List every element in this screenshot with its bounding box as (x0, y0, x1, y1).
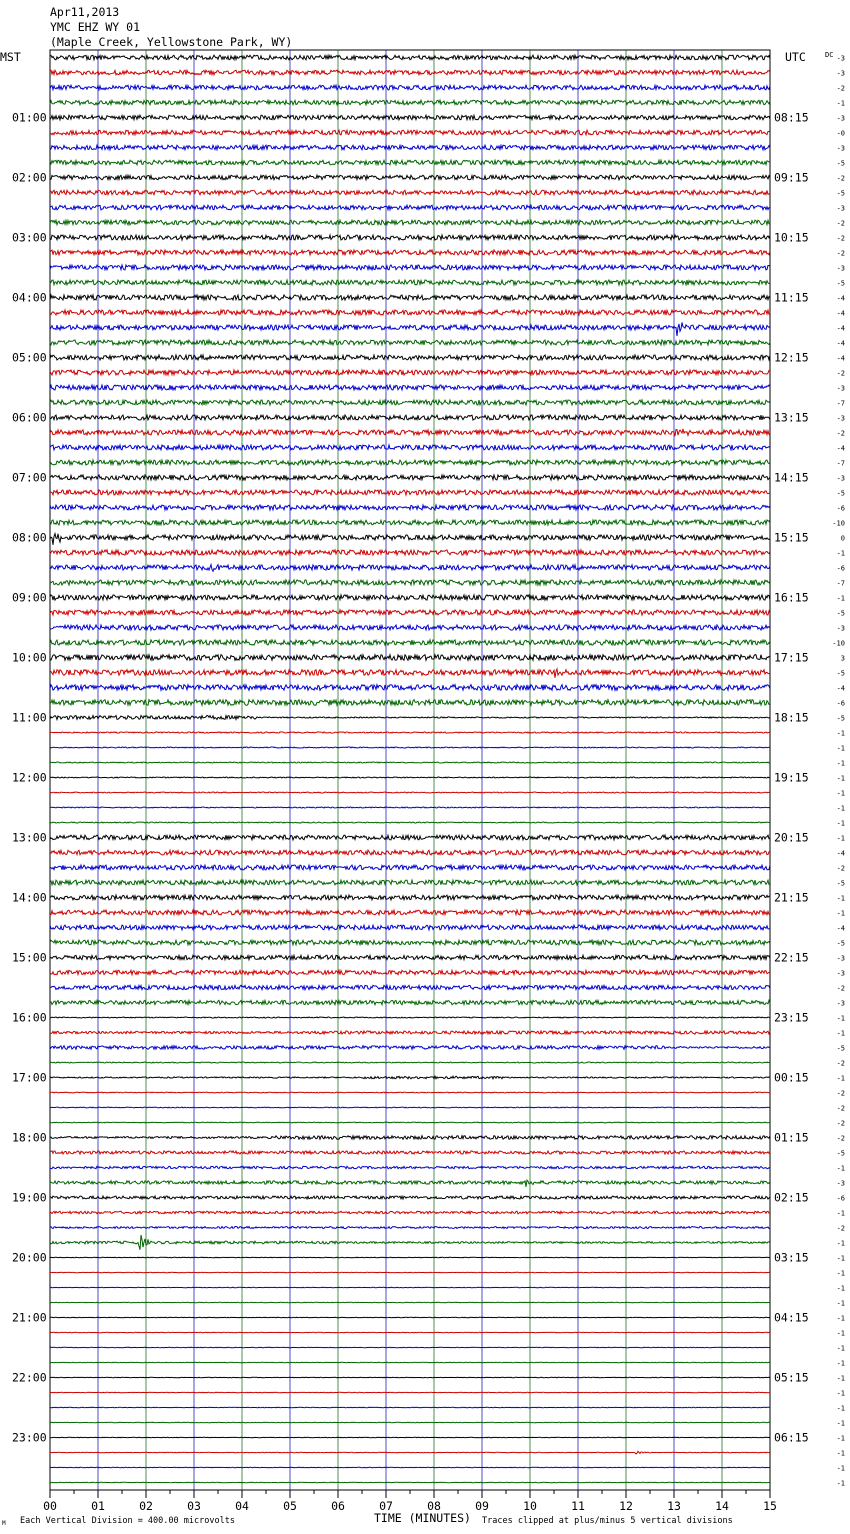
dc-offset-label: -5 (836, 489, 845, 498)
dc-offset-label: -3 (836, 114, 845, 123)
dc-offset-label: -2 (836, 1224, 845, 1233)
trace-row (50, 1166, 770, 1168)
trace-row (50, 640, 770, 645)
right-hour-label: 01:15 (774, 1130, 809, 1145)
trace-row (50, 580, 770, 585)
trace-row (50, 1347, 770, 1348)
left-hour-label: 11:00 (12, 710, 47, 725)
trace-row (50, 1451, 770, 1454)
x-tick-label: 13 (667, 1499, 681, 1513)
trace-row (50, 1046, 770, 1050)
left-hour-label: 04:00 (12, 290, 47, 305)
dc-offset-label: -1 (836, 1479, 845, 1488)
trace-row (50, 1180, 770, 1187)
trace-row (50, 1317, 770, 1318)
dc-offset-label: -3 (836, 414, 845, 423)
dc-offset-label: -1 (836, 759, 845, 768)
right-hour-label: 10:15 (774, 230, 809, 245)
dc-offset-label: -5 (836, 159, 845, 168)
dc-offset-label: -1 (836, 1419, 845, 1428)
trace-row (50, 1362, 770, 1363)
trace-row (50, 762, 770, 763)
trace-row (50, 1076, 770, 1079)
trace-row (50, 955, 770, 959)
right-hour-label: 02:15 (774, 1190, 809, 1205)
right-hour-label: 08:15 (774, 110, 809, 125)
left-hour-label: 09:00 (12, 590, 47, 605)
dc-offset-label: -3 (836, 1179, 845, 1188)
trace-row (50, 1332, 770, 1333)
trace-row (50, 175, 770, 180)
dc-offset-label: -1 (836, 744, 845, 753)
dc-offset-label: -5 (836, 1149, 845, 1158)
x-tick-label: 04 (235, 1499, 249, 1513)
dc-offset-label: -5 (836, 879, 845, 888)
dc-offset-label: -3 (836, 54, 845, 63)
right-hour-label: 05:15 (774, 1370, 809, 1385)
x-tick-label: 12 (619, 1499, 633, 1513)
dc-offset-label: -2 (836, 369, 845, 378)
left-hour-label: 14:00 (12, 890, 47, 905)
right-hour-label: 23:15 (774, 1010, 809, 1025)
trace-row (50, 1287, 770, 1288)
trace-row (50, 445, 770, 450)
trace-row (50, 429, 770, 436)
dc-offset-label: -2 (836, 219, 845, 228)
left-timezone-label: MST (0, 50, 21, 64)
left-hour-label: 19:00 (12, 1190, 47, 1205)
dc-offset-label: -2 (836, 864, 845, 873)
dc-offset-label: -4 (836, 339, 845, 348)
dc-offset-label: -1 (836, 909, 845, 918)
trace-row (50, 1407, 770, 1408)
left-hour-label: 06:00 (12, 410, 47, 425)
right-timezone-label: UTC (785, 50, 806, 64)
dc-offset-label: -1 (836, 1434, 845, 1443)
dc-offset-label: 0 (840, 534, 845, 543)
trace-row (50, 732, 770, 733)
trace-row (50, 322, 770, 336)
trace-row (50, 747, 770, 748)
right-hour-label: 17:15 (774, 650, 809, 665)
dc-offset-label: -5 (836, 279, 845, 288)
right-hour-label: 13:15 (774, 410, 809, 425)
trace-row (50, 669, 770, 678)
trace-row (50, 1235, 770, 1250)
dc-offset-label: -1 (836, 1074, 845, 1083)
dc-offset-label: -5 (836, 1044, 845, 1053)
header-date: Apr11,2013 (50, 5, 120, 19)
dc-offset-label: -3 (836, 69, 845, 78)
trace-row (50, 1257, 770, 1258)
dc-offset-label: -2 (836, 1134, 845, 1143)
dc-offset-label: -5 (836, 669, 845, 678)
trace-row (50, 400, 770, 405)
dc-offset-label: -1 (836, 834, 845, 843)
trace-row (50, 822, 770, 823)
trace-row (50, 340, 770, 345)
dc-offset-label: -1 (836, 774, 845, 783)
dc-offset-label: -2 (836, 429, 845, 438)
trace-row (50, 250, 770, 255)
dc-offset-label: -1 (836, 804, 845, 813)
trace-row (50, 1467, 770, 1468)
dc-offset-label: -1 (836, 729, 845, 738)
left-hour-label: 01:00 (12, 110, 47, 125)
trace-row (50, 1151, 770, 1154)
dc-offset-label: -5 (836, 609, 845, 618)
dc-offset-label: -7 (836, 399, 845, 408)
dc-offset-label: -4 (836, 849, 845, 858)
right-hour-label: 09:15 (774, 170, 809, 185)
dc-offset-label: -1 (836, 594, 845, 603)
trace-row (50, 625, 770, 630)
trace-row (50, 534, 770, 545)
trace-row (50, 190, 770, 195)
dc-offset-label: -1 (836, 1464, 845, 1473)
right-hour-label: 06:15 (774, 1430, 809, 1445)
dc-offset-label: -10 (832, 519, 845, 528)
dc-offset-label: -5 (836, 714, 845, 723)
dc-offset-label: -1 (836, 1254, 845, 1263)
dc-offset-label: -2 (836, 1059, 845, 1068)
dc-offset-label: -5 (836, 189, 845, 198)
trace-row (50, 1107, 770, 1108)
trace-row (50, 835, 770, 840)
right-hour-labels (774, 111, 809, 1445)
dc-offset-label: -2 (836, 249, 845, 258)
footer-clip-note: Traces clipped at plus/minus 5 vertical divisions (482, 1516, 733, 1526)
dc-offset-label: -4 (836, 309, 845, 318)
trace-row (50, 910, 770, 915)
trace-row (50, 685, 770, 691)
right-hour-label: 21:15 (774, 890, 809, 905)
trace-row (50, 475, 770, 480)
trace-row (50, 310, 770, 315)
dc-offset-labels (832, 55, 845, 1488)
dc-offset-label: -5 (836, 939, 845, 948)
trace-row (50, 700, 770, 706)
dc-offset-label: -2 (836, 234, 845, 243)
left-hour-labels (12, 111, 47, 1445)
dc-offset-label: -3 (836, 474, 845, 483)
trace-row (50, 1302, 770, 1303)
dc-offset-label: -7 (836, 579, 845, 588)
dc-offset-label: -1 (836, 819, 845, 828)
left-hour-label: 21:00 (12, 1310, 47, 1325)
x-tick-label: 14 (715, 1499, 729, 1513)
x-tick-label: 11 (571, 1499, 585, 1513)
left-hour-label: 20:00 (12, 1250, 47, 1265)
dc-offset-label: -3 (836, 624, 845, 633)
right-hour-label: 11:15 (774, 290, 809, 305)
trace-row (50, 295, 770, 300)
dc-offset-label: -3 (836, 204, 845, 213)
dc-offset-label: -1 (836, 1269, 845, 1278)
dc-offset-label: -1 (836, 1449, 845, 1458)
trace-row (50, 565, 770, 572)
trace-row (50, 850, 770, 855)
dc-offset-label: -3 (836, 384, 845, 393)
left-hour-label: 12:00 (12, 770, 47, 785)
dc-offset-label: -1 (836, 549, 845, 558)
trace-row (50, 370, 770, 375)
right-hour-label: 18:15 (774, 710, 809, 725)
trace-row (50, 655, 770, 661)
dc-offset-label: -4 (836, 324, 845, 333)
dc-offset-label: -1 (836, 1374, 845, 1383)
right-hour-label: 22:15 (774, 950, 809, 965)
dc-offset-label: -1 (836, 1029, 845, 1038)
x-axis-ticks (43, 1490, 777, 1513)
left-hour-label: 17:00 (12, 1070, 47, 1085)
right-hour-label: 04:15 (774, 1310, 809, 1325)
dc-offset-label: -3 (836, 969, 845, 978)
right-hour-label: 14:15 (774, 470, 809, 485)
dc-offset-label: -1 (836, 1284, 845, 1293)
trace-row (50, 1272, 770, 1273)
right-hour-label: 00:15 (774, 1070, 809, 1085)
dc-offset-label: -4 (836, 444, 845, 453)
dc-offset-label: -1 (836, 1299, 845, 1308)
trace-row (50, 85, 770, 90)
trace-row (50, 716, 770, 720)
trace-row (50, 1211, 770, 1214)
dc-offset-label: -2 (836, 174, 845, 183)
trace-row (50, 895, 770, 900)
dc-offset-label: -4 (836, 354, 845, 363)
dc-offset-label: -10 (832, 639, 845, 648)
dc-offset-label: -1 (836, 1359, 845, 1368)
trace-row (50, 205, 770, 210)
trace-row (50, 265, 770, 270)
dc-offset-label: -1 (836, 1314, 845, 1323)
trace-row (50, 610, 770, 615)
dc-offset-label: -4 (836, 924, 845, 933)
trace-row (50, 550, 770, 555)
trace-row (50, 1136, 770, 1140)
dc-offset-label: -1 (836, 1209, 845, 1218)
dc-offset-label: -1 (836, 1329, 845, 1338)
x-tick-label: 01 (91, 1499, 105, 1513)
trace-row (50, 1377, 770, 1378)
dc-offset-label: -3 (836, 264, 845, 273)
trace-row (50, 792, 770, 793)
dc-offset-label: -2 (836, 1089, 845, 1098)
trace-row (50, 460, 770, 465)
trace-row (50, 1196, 770, 1199)
x-tick-label: 10 (523, 1499, 537, 1513)
trace-row (50, 1000, 770, 1004)
left-hour-label: 08:00 (12, 530, 47, 545)
right-hour-label: 20:15 (774, 830, 809, 845)
dc-offset-label: -6 (836, 504, 845, 513)
trace-row (50, 807, 770, 808)
trace-row (50, 55, 770, 60)
trace-row (50, 1482, 770, 1483)
trace-row (50, 220, 770, 225)
left-hour-label: 23:00 (12, 1430, 47, 1445)
trace-row (50, 130, 770, 135)
x-tick-label: 05 (283, 1499, 297, 1513)
trace-row (50, 595, 770, 600)
dc-offset-label: -0 (836, 129, 845, 138)
dc-offset-label: -4 (836, 294, 845, 303)
dc-offset-label: -7 (836, 459, 845, 468)
trace-layer (50, 55, 770, 1483)
trace-row (50, 1392, 770, 1393)
footer-scale-note: Each Vertical Division = 400.00 microvolts (20, 1516, 235, 1526)
trace-row (50, 100, 770, 105)
dc-offset-label: -1 (836, 1164, 845, 1173)
trace-row (50, 865, 770, 870)
dc-offset-label: -2 (836, 984, 845, 993)
header-station: YMC EHZ WY 01 (50, 20, 141, 34)
trace-row (50, 235, 770, 240)
trace-row (50, 970, 770, 974)
right-hour-label: 12:15 (774, 350, 809, 365)
dc-offset-label: -2 (836, 1119, 845, 1128)
trace-row (50, 925, 770, 930)
dc-offset-label: 3 (840, 654, 845, 663)
left-hour-label: 02:00 (12, 170, 47, 185)
dc-offset-label: -3 (836, 144, 845, 153)
dc-offset-label: -3 (836, 999, 845, 1008)
dc-offset-label: -6 (836, 1194, 845, 1203)
trace-row (50, 1422, 770, 1423)
trace-row (50, 355, 770, 360)
right-hour-label: 15:15 (774, 530, 809, 545)
x-tick-label: 00 (43, 1499, 57, 1513)
x-tick-label: 06 (331, 1499, 345, 1513)
trace-row (50, 1062, 770, 1063)
trace-row (50, 415, 770, 420)
left-hour-label: 05:00 (12, 350, 47, 365)
trace-row (50, 505, 770, 510)
x-tick-label: 09 (475, 1499, 489, 1513)
x-tick-label: 02 (139, 1499, 153, 1513)
trace-row (50, 115, 770, 120)
left-hour-label: 03:00 (12, 230, 47, 245)
dc-offset-label: -1 (836, 1404, 845, 1413)
dc-offset-label: -4 (836, 684, 845, 693)
trace-row (50, 1437, 770, 1438)
trace-row (50, 160, 770, 165)
trace-row (50, 1122, 770, 1123)
trace-row (50, 1227, 770, 1229)
dc-offset-label: -1 (836, 1344, 845, 1353)
trace-row (50, 1017, 770, 1018)
x-tick-label: 15 (763, 1499, 777, 1513)
right-hour-label: 16:15 (774, 590, 809, 605)
trace-row (50, 777, 770, 778)
dc-offset-label: -6 (836, 564, 845, 573)
trace-row (50, 490, 770, 495)
x-tick-label: 03 (187, 1499, 201, 1513)
dc-offset-label: -1 (836, 1014, 845, 1023)
trace-row (50, 1031, 770, 1034)
trace-row (50, 1092, 770, 1093)
dc-offset-label: -6 (836, 699, 845, 708)
left-hour-label: 15:00 (12, 950, 47, 965)
right-hour-label: 19:15 (774, 770, 809, 785)
footer-corner-mark: M (2, 1520, 6, 1527)
dc-offset-label: -1 (836, 894, 845, 903)
trace-row (50, 280, 770, 285)
x-tick-label: 08 (427, 1499, 441, 1513)
dc-offset-label: -2 (836, 1104, 845, 1113)
dc-label: DC (825, 51, 834, 59)
dc-offset-label: -1 (836, 1239, 845, 1248)
trace-row (50, 385, 770, 390)
left-hour-label: 18:00 (12, 1130, 47, 1145)
dc-offset-label: -1 (836, 789, 845, 798)
trace-row (50, 70, 770, 75)
left-hour-label: 22:00 (12, 1370, 47, 1385)
plot-frame (50, 50, 770, 1490)
dc-offset-label: -1 (836, 1389, 845, 1398)
x-tick-label: 07 (379, 1499, 393, 1513)
x-axis-title: TIME (MINUTES) (374, 1511, 471, 1525)
left-hour-label: 10:00 (12, 650, 47, 665)
header-location: (Maple Creek, Yellowstone Park, WY) (50, 35, 293, 49)
left-hour-label: 07:00 (12, 470, 47, 485)
trace-row (50, 520, 770, 525)
trace-row (50, 985, 770, 989)
dc-offset-label: -3 (836, 954, 845, 963)
trace-row (50, 145, 770, 150)
dc-offset-label: -1 (836, 99, 845, 108)
left-hour-label: 13:00 (12, 830, 47, 845)
dc-offset-label: -2 (836, 84, 845, 93)
trace-row (50, 880, 770, 885)
left-hour-label: 16:00 (12, 1010, 47, 1025)
right-hour-label: 03:15 (774, 1250, 809, 1265)
trace-row (50, 940, 770, 945)
